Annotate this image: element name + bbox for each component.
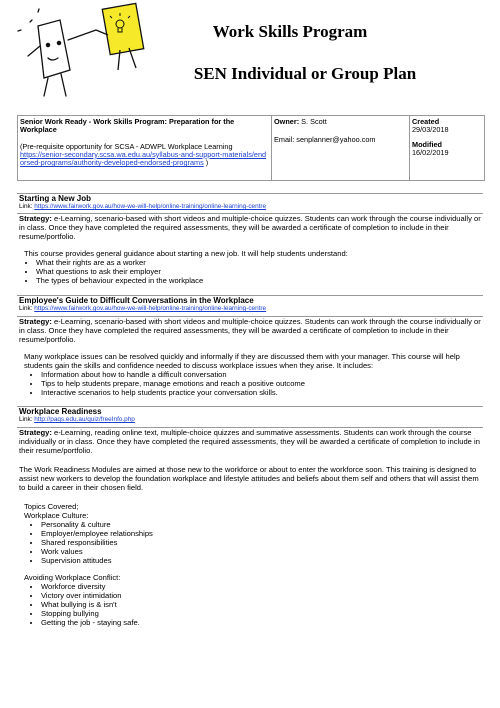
section-workplace-readiness: Workplace Readiness Link: http://paqs.edu.au/quiz/freeInfo.php [19,407,483,423]
section-starting-job: Starting a New Job Link: https://www.fairwork.gov.au/how-we-will-help/online-training/online-learning-centre [19,194,483,210]
list-item: • Stopping bullying [41,609,483,618]
list-item: • Employer/employee relationships [41,529,483,538]
modified-label: Modified [412,139,442,149]
list-item: • Workforce diversity [41,582,483,591]
conflict-heading: Avoiding Workplace Conflict: [24,573,121,582]
page-subtitle: SEN Individual or Group Plan [193,64,417,83]
list-item: • The types of behaviour expected in the workplace [36,276,483,285]
section-difficult-conversations: Employee's Guide to Difficult Conversations in the Workplace Link: https://www.fairwork.gov.au/how-we-will-help/online-training/online-learning-centre [19,296,483,312]
section-link[interactable]: https://www.fairwork.gov.au/how-we-will-help/online-training/online-learning-centre [34,305,267,312]
list-item: • What questions to ask their employer [36,267,483,276]
list-item: • Shared responsibilities [41,538,483,547]
owner-value: S. Scott [299,117,327,126]
program-cell: Senior Work Ready - Work Skills Program: Preparation for the Workplace (Pre-requisite opportunity for SCSA - ADWPL Workplace Learning https://senior-secondary.scsa.wa.edu.au/syllabus-and-support-materials/endorsed-programs/authority-developed-endorsed-programs ) [20,117,267,168]
topics-heading: Topics Covered; [24,502,79,511]
list-item: • Personality & culture [41,520,483,529]
list-item: • What bullying is & isn't [41,600,483,609]
intro-text: This course provides general guidance about starting a new job. It will help students understand: [24,249,348,258]
strategy-text: e-Learning, reading online text, multiple-choice quizzes and summative assessments. Students can work through the course individually or in class. Once they have completed the required assessments, they will be awarded a certificate of completion to include in their resume/portfolio. [19,428,480,455]
page-title: Work Skills Program [212,22,368,41]
created-value: 29/03/2018 [412,125,449,135]
section-title: Starting a New Job [19,194,92,203]
owner-label: Owner: [274,117,300,126]
dates-cell [412,118,482,157]
list-item: • Getting the job - staying safe. [41,618,483,627]
intro-text: Many workplace issues can be resolved quickly and informally if they are discussed them with your manager. This course will help students gain the skills and confidence needed to discuss workplace issues when they arise. It includes: [24,352,460,370]
strategy-text: e-Learning, scenario-based with short videos and multiple-choice quizzes. Students can work through the course individually or in class. Once they have completed the required assessments, they will be awarded a certificate of completion to include in their resume/portfolio. [19,214,481,241]
program-title: Senior Work Ready - Work Skills Program: Preparation for the Workplace [20,117,235,135]
culture-heading: Workplace Culture: [24,511,89,520]
email-text: Email: senplanner@yahoo.com [274,135,376,145]
created-label: Created [412,117,440,126]
section-title: Employee's Guide to Difficult Conversations in the Workplace [19,296,254,305]
owner-cell [274,118,408,145]
section-starting-job-body: Strategy: e-Learning, scenario-based with short videos and multiple-choice quizzes. Students can work through the course individually or in class. Once they have completed the required assessments, they will be awarded a certificate of completion to include in their resume/portfolio. This course provides general guidance about starting a new job. It will help students understand: • What their rights are as a worker • What questions to ask their employer • The types of behaviour expected in the workplace [19,214,483,285]
list-item: • Victory over intimidation [41,591,483,600]
section-title: Workplace Readiness [19,407,102,416]
list-item: • What their rights are as a worker [36,258,483,267]
section-link[interactable]: https://www.fairwork.gov.au/how-we-will-help/online-training/online-learning-centre [34,203,267,210]
lightbulb-board-illustration [8,0,158,100]
prereq-link[interactable]: https://senior-secondary.scsa.wa.edu.au/syllabus-and-support-materials/endorsed-programs/authority-developed-endorsed-programs [20,149,267,168]
section-link[interactable]: http://paqs.edu.au/quiz/freeInfo.php [34,416,135,423]
description-text: The Work Readiness Modules are aimed at those new to the workforce or about to enter the workforce soon. This training is designed to assist new workers to develop the foundation workplace and lifestyle attitudes and beliefs about them self and others that will assist them to build a career in their chosen field. [19,465,479,492]
prereq-text: (Pre-requisite opportunity for SCSA - ADWPL Workplace Learning [20,141,233,151]
list-item: • Work values [41,547,483,556]
modified-value: 16/02/2019 [412,147,449,157]
section-difficult-conversations-body: Strategy: e-Learning, scenario-based with short videos and multiple-choice quizzes. Students can work through the course individually or in class. Once they have completed the required assessments, they will be awarded a certificate of completion to include in their resume/portfolio. Many workplace issues can be resolved quickly and informally if they are discussed them with your manager. This course will help students gain the skills and confidence needed to discuss workplace issues when they arise. It includes: • Information about how to handle a difficult conversation • Tips to help students prepare, manage emotions and reach a positive outcome • Interactive scenarios to help students practice your conversation skills. [19,317,483,397]
strategy-text: e-Learning, scenario-based with short videos and multiple-choice quizzes. Students can work through the course individually or in class. Once they have completed the required assessments, they will be awarded a certificate of completion to include in their resume/portfolio. [19,317,481,344]
list-item: • Supervision attitudes [41,556,483,565]
list-item: • Interactive scenarios to help students practice your conversation skills. [41,388,483,397]
list-item: • Tips to help students prepare, manage emotions and reach a positive outcome [41,379,483,388]
section-workplace-readiness-body: Strategy: e-Learning, reading online text, multiple-choice quizzes and summative assessments. Students can work through the course individually or in class. Once they have completed the required assessments, they will be awarded a certificate of completion to include in their resume/portfolio. The Work Readiness Modules are aimed at those new to the workforce or about to enter the workforce soon. This training is designed to assist new workers to develop the foundation workplace and lifestyle attitudes and beliefs about them self and others that will assist them to build a career in their chosen field. Topics Covered; Workplace Culture: • Personality & culture • Employer/employee relationships • Shared responsibilities • Work values • Supervision attitudes Avoiding Workplace Conflict: • Workforce diversity • Victory over intimidation • What bullying is & isn't • Stopping bullying • Getting the job - staying safe. [19,428,483,627]
list-item: • Information about how to handle a difficult conversation [41,370,483,379]
